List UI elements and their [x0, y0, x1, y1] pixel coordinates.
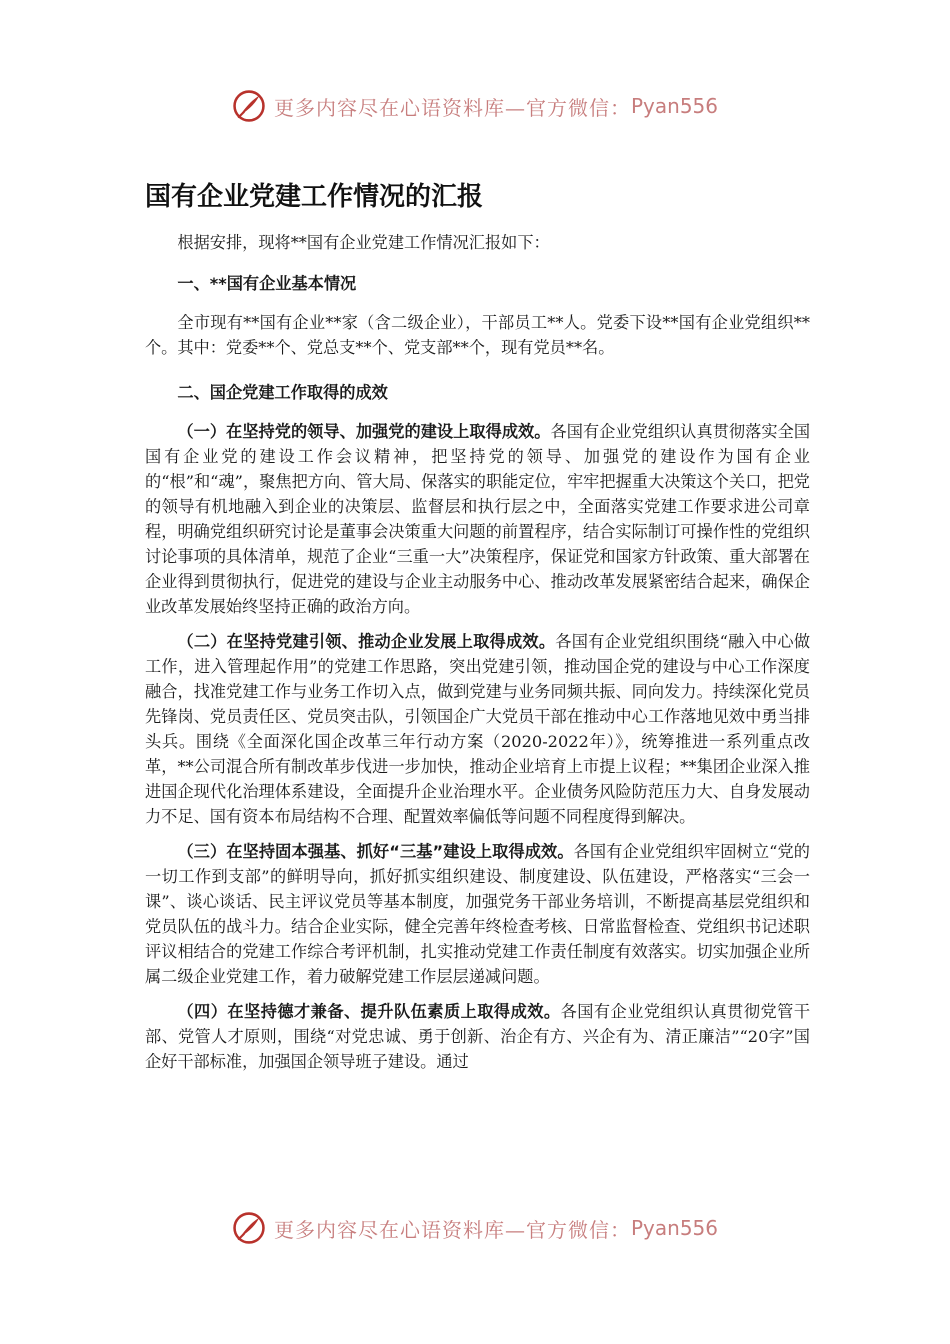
watermark-header — [0, 84, 950, 128]
quill-logo-icon — [232, 89, 266, 123]
document-body — [145, 230, 810, 1084]
watermark-text: 更多内容尽在心语资料库—官方微信： — [273, 95, 631, 120]
achievement-paragraph — [145, 839, 810, 989]
document-title: 国有企业党建工作情况的汇报 — [145, 182, 484, 212]
watermark-wechat-id: Pyan556 — [630, 94, 718, 118]
achievement-paragraph — [145, 419, 810, 619]
paragraph-body: 各国有企业党组织认真贯彻落实全国国有企业党的建设工作会议精神，把坚持党的领导、加强党的建设作为国有企业的“根”和“魂”，聚焦把方向、管大局、保落实的职能定位，牢牢把握重大决策这个关口，把党的领导有机地融入到企业的决策层、监督层和执行层之中，全面落实党建工作要求进公司章程，明确党组织研究讨论是董事会决策重大问题的前置程序，结合实际制订可操作性的党组织讨论事项的具体清单，规范了企业“三重一大”决策程序，保证党和国家方针政策、重大部署在企业得到贯彻执行，促进党的建设与企业主动服务中心、推动改革发展紧密结合起来，确保企业改革发展始终坚持正确的政治方向。 — [145, 422, 811, 616]
intro-paragraph: 根据安排，现将**国有企业党建工作情况汇报如下： — [177, 233, 550, 252]
paragraph-body: 各国有企业党组织认真贯彻党管干部、党管人才原则，围绕“对党忠诚、勇于创新、治企有方、兴企有为、清正廉洁”“20字”国企好干部标准，加强国企领导班子建设。通过 — [145, 1002, 811, 1071]
paragraph-lead: （三）在坚持固本强基、抓好“三基”建设上取得成效。 — [177, 842, 574, 861]
paragraph-lead: （二）在坚持党建引领、推动企业发展上取得成效。 — [177, 632, 556, 651]
paragraph-lead: （四）在坚持德才兼备、提升队伍素质上取得成效。 — [177, 1002, 561, 1021]
section-heading: 二、国企党建工作取得的成效 — [177, 383, 388, 402]
paragraph-body: 各国有企业党组织牢固树立“党的一切工作到支部”的鲜明导向，抓好抓实组织建设、制度建设、队伍建设，严格落实“三会一课”、谈心谈话、民主评议党员等基本制度，加强党务干部业务培训，不断提高基层党组织和党员队伍的战斗力。结合企业实际，健全完善年终检查考核、日常监督检查、党组织书记述职评议相结合的党建工作综合考评机制，扎实推动党建工作责任制度有效落实。切实加强企业所属二级企业党建工作，着力破解党建工作层层递减问题。 — [145, 842, 810, 986]
paragraph: 全市现有**国有企业**家（含二级企业），干部员工**人。党委下设**国有企业党组织**个。其中：党委**个、党总支**个、党支部**个，现有党员**名。 — [145, 313, 810, 357]
paragraph-lead: （一）在坚持党的领导、加强党的建设上取得成效。 — [177, 422, 551, 441]
watermark-footer — [0, 1206, 950, 1250]
watermark-wechat-id: Pyan556 — [630, 1216, 718, 1240]
quill-logo-icon — [232, 1211, 266, 1245]
paragraph-body: 各国有企业党组织围绕“融入中心做工作，进入管理起作用”的党建工作思路，突出党建引领，推动国企党的建设与中心工作深度融合，找准党建工作与业务工作切入点，做到党建与业务同频共振、同向发力。持续深化党员先锋岗、党员责任区、党员突击队，引领国企广大党员干部在推动中心工作落地见效中勇当排头兵。围绕《全面深化国企改革三年行动方案（2020-2022年）》，统筹推进一系列重点改革，**公司混合所有制改革步伐进一步加快，推动企业培育上市提上议程；**集团企业深入推进国企现代化治理体系建设，全面提升企业治理水平。企业债务风险防范压力大、自身发展动力不足、国有资本布局结构不合理、配置效率偏低等问题不同程度得到解决。 — [145, 632, 811, 826]
watermark-text: 更多内容尽在心语资料库—官方微信： — [273, 1217, 631, 1242]
achievement-paragraph — [145, 629, 810, 829]
achievement-paragraph — [145, 999, 810, 1074]
section-heading: 一、**国有企业基本情况 — [177, 274, 357, 293]
